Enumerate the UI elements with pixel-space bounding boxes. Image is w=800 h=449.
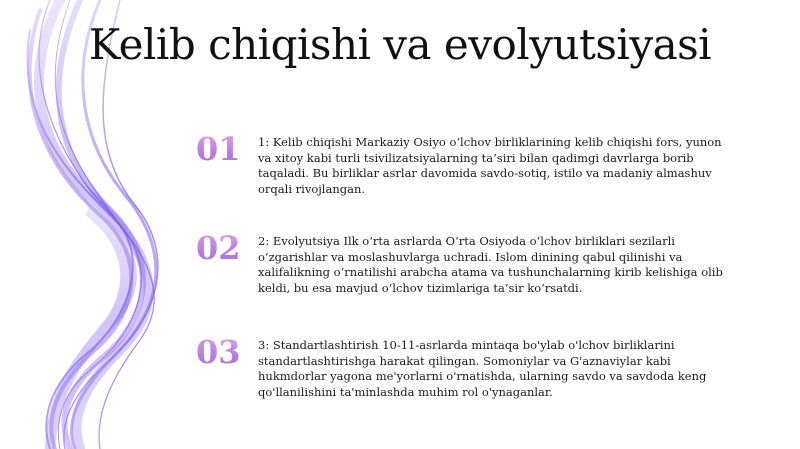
- slide-title: Kelib chiqishi va evolyutsiyasi: [88, 20, 712, 69]
- item-text: 2: Evolyutsiya Ilk o‘rta asrlarda O‘rta Osiyoda o‘lchov birliklari sezilarli o‘zgarishlar va moslashuvlarga uchradi. Islom dinining qabul qilinishi va xalifalikning o‘rnatilishi arabcha atama va tushunchalarning kirib kelishiga olib keldi, bu esa mavjud o‘lchov tizimlariga ta’sir ko‘rsatdi.: [258, 234, 723, 295]
- item-text: 1: Kelib chiqishi Markaziy Osiyo o‘lchov birliklarining kelib chiqishi fors, yunon va xitoy kabi turli tsivilizatsiyalarning ta’siri bilan qadimgi davrlarga borib taqaladi. Bu birliklar asrlar davomida savdo-sotiq, istilo va madaniy almashuv orqali rivojlangan.: [258, 135, 722, 196]
- item-number: 02: [196, 228, 252, 268]
- item-text: 3: Standartlashtirish 10-11-asrlarda mintaqa bo'ylab o'lchov birliklarini standartlashtirishga harakat qilingan. Somoniylar va G'aznaviylar kabi hukmdorlar yagona me'yorlarni o'rnatishda, ularning savdo va savdoda keng qo'llanilishini ta'minlashda muhim rol o'ynaganlar.: [258, 338, 707, 399]
- item-number: 01: [196, 129, 252, 169]
- item-number: 03: [196, 332, 252, 372]
